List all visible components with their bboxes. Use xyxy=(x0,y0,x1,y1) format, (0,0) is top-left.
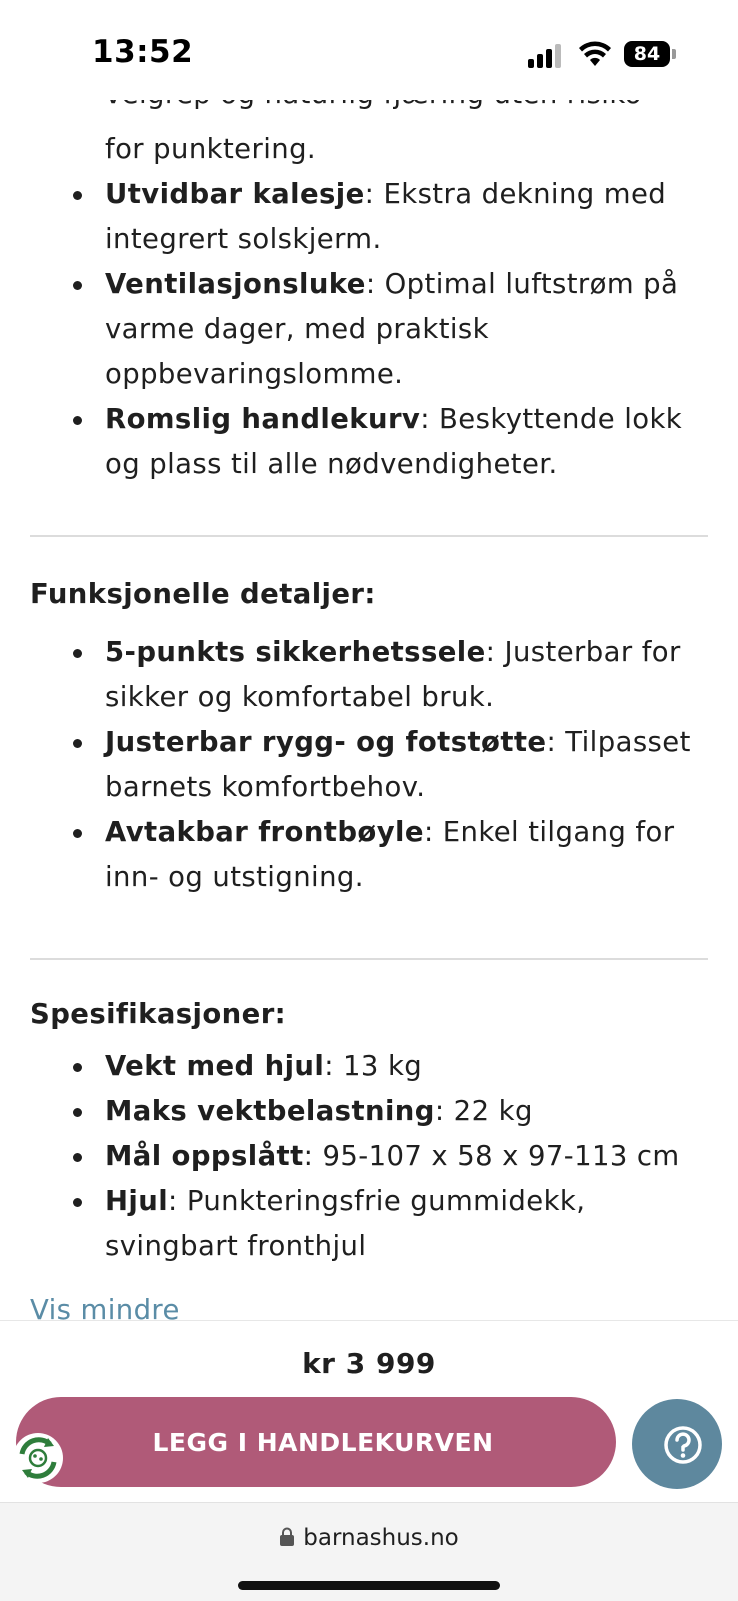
specs-list xyxy=(0,1044,738,1269)
status-time: 13:52 xyxy=(92,34,194,70)
functional-list xyxy=(0,630,738,900)
question-icon xyxy=(638,1400,728,1490)
browser-url-bar[interactable] xyxy=(0,1502,738,1601)
home-indicator[interactable] xyxy=(238,1581,500,1590)
add-to-cart-button[interactable]: LEGG I HANDLEKURVEN xyxy=(16,1397,616,1487)
signal-icon xyxy=(528,44,564,68)
section-title-specs: Spesifikasjoner: xyxy=(30,998,287,1030)
list-item: Vekt med hjul: 13 kg xyxy=(0,1044,738,1089)
list-item: Romslig handlekurv: Beskyttende lokk og plass til alle nødvendigheter. xyxy=(0,397,738,487)
divider xyxy=(30,535,708,537)
wifi-icon xyxy=(578,40,612,68)
list-item: Utvidbar kalesje: Ekstra dekning med integrert solskjerm. xyxy=(0,172,738,262)
list-item: Avtakbar frontbøyle: Enkel tilgang for inn- og utstigning. xyxy=(0,810,738,900)
product-description[interactable] xyxy=(0,80,738,1320)
help-button[interactable] xyxy=(632,1399,722,1489)
list-item: Justerbar rygg- og fotstøtte: Tilpasset barnets komfortbehov. xyxy=(0,720,738,810)
status-bar xyxy=(0,0,738,100)
url-display[interactable] xyxy=(0,1525,738,1551)
section-title-functional: Funksjonelle detaljer: xyxy=(30,578,376,610)
product-price: kr 3 999 xyxy=(302,1347,436,1380)
lock-icon xyxy=(279,1527,295,1547)
battery-cap xyxy=(672,49,676,59)
url-text: barnashus.no xyxy=(303,1525,459,1551)
show-less-link[interactable]: Vis mindre xyxy=(30,1294,180,1320)
list-item: Mål oppslått: 95-107 x 58 x 97-113 cm xyxy=(0,1134,738,1179)
list-item: Hjul: Punkteringsfrie gummidekk, svingbart fronthjul xyxy=(0,1179,738,1269)
battery-icon: 84 xyxy=(624,41,670,67)
list-item: Ventilasjonsluke: Optimal luftstrøm på varme dager, med praktisk oppbevaringslomme. xyxy=(0,262,738,397)
list-item: for punktering. xyxy=(105,133,317,165)
list-item: 5-punkts sikkerhetssele: Justerbar for sikker og komfortabel bruk. xyxy=(0,630,738,720)
feature-list xyxy=(0,127,738,487)
purchase-bar xyxy=(0,1320,738,1503)
divider xyxy=(30,958,708,960)
list-item: Maks vektbelastning: 22 kg xyxy=(0,1089,738,1134)
recycle-badge-icon[interactable] xyxy=(12,1432,64,1484)
